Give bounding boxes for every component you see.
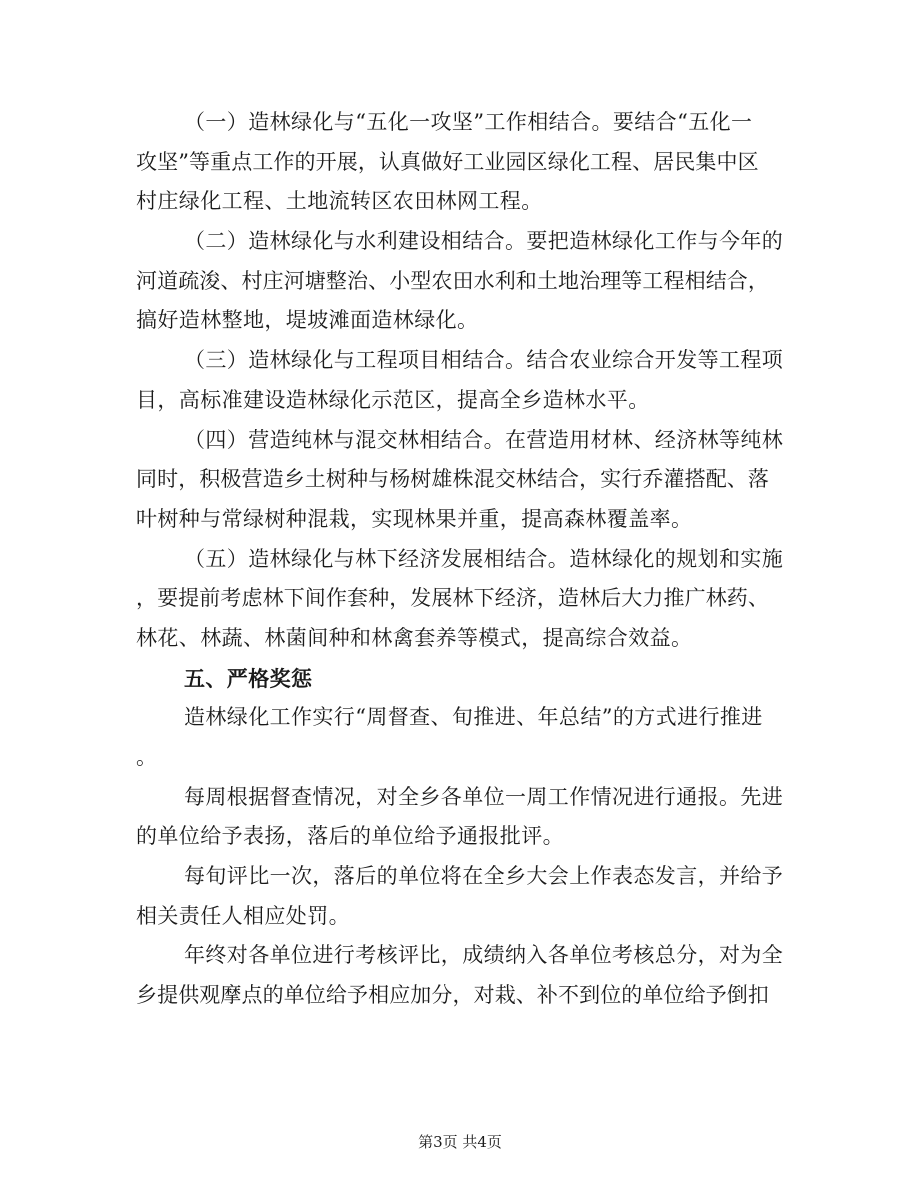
page-number-footer: 第3页 共4页 [418, 1133, 502, 1151]
paragraph-4-line-2: 同时，积极营造乡土树种与杨树雄株混交林结合，实行乔灌搭配、落 [136, 467, 769, 492]
paragraph-1-line-1: （一）造林绿化与“五化一攻坚”工作相结合。要结合“五化一 [184, 110, 753, 134]
paragraph-3-line-2: 目，高标准建设造林绿化示范区，提高全乡造林水平。 [136, 387, 650, 412]
paragraph-8-line-1: 每旬评比一次，落后的单位将在全乡大会上作表态发言，并给予 [184, 864, 784, 889]
paragraph-2-line-3: 搞好造林整地，堤坡滩面造林绿化。 [136, 308, 479, 333]
paragraph-4-line-3: 叶树种与常绿树种混栽，实现林果并重，提高森林覆盖率。 [136, 506, 693, 531]
paragraph-7-line-2: 的单位给予表扬，落后的单位给予通报批评。 [136, 824, 564, 849]
paragraph-3-line-1: （三）造林绿化与工程项目相结合。结合农业综合开发等工程项 [184, 348, 784, 373]
paragraph-5-line-1: （五）造林绿化与林下经济发展相结合。造林绿化的规划和实施 [184, 546, 784, 571]
paragraph-1-line-3: 村庄绿化工程、土地流转区农田林网工程。 [136, 189, 543, 214]
paragraph-6-line-2: 。 [136, 745, 158, 769]
paragraph-7-line-1: 每周根据督查情况，对全乡各单位一周工作情况进行通报。先进 [184, 784, 784, 809]
paragraph-5-line-3: 林花、林蔬、林菌间种和林禽套养等模式，提高综合效益。 [136, 625, 693, 650]
paragraph-5-line-2: ，要提前考虑林下间作套种，发展林下经济，造林后大力推广林药、 [136, 586, 769, 611]
section-heading: 五、严格奖惩 [184, 665, 313, 691]
paragraph-4-line-1: （四）营造纯林与混交林相结合。在营造用材林、经济林等纯林 [184, 427, 784, 452]
paragraph-1-line-2: 攻坚”等重点工作的开展，认真做好工业园区绿化工程、居民集中区 [136, 149, 759, 174]
document-body [136, 103, 784, 1016]
paragraph-2-line-1: （二）造林绿化与水利建设相结合。要把造林绿化工作与今年的 [184, 229, 784, 254]
paragraph-2-line-2: 河道疏浚、村庄河塘整治、小型农田水利和土地治理等工程相结合， [136, 268, 769, 293]
paragraph-6-line-1: 造林绿化工作实行“周督查、旬推进、年总结”的方式进行推进 [184, 705, 763, 730]
paragraph-9-line-2: 乡提供观摩点的单位给予相应加分，对栽、补不到位的单位给予倒扣 [136, 983, 769, 1008]
paragraph-9-line-1: 年终对各单位进行考核评比，成绩纳入各单位考核总分，对为全 [184, 943, 784, 968]
paragraph-8-line-2: 相关责任人相应处罚。 [136, 903, 350, 928]
